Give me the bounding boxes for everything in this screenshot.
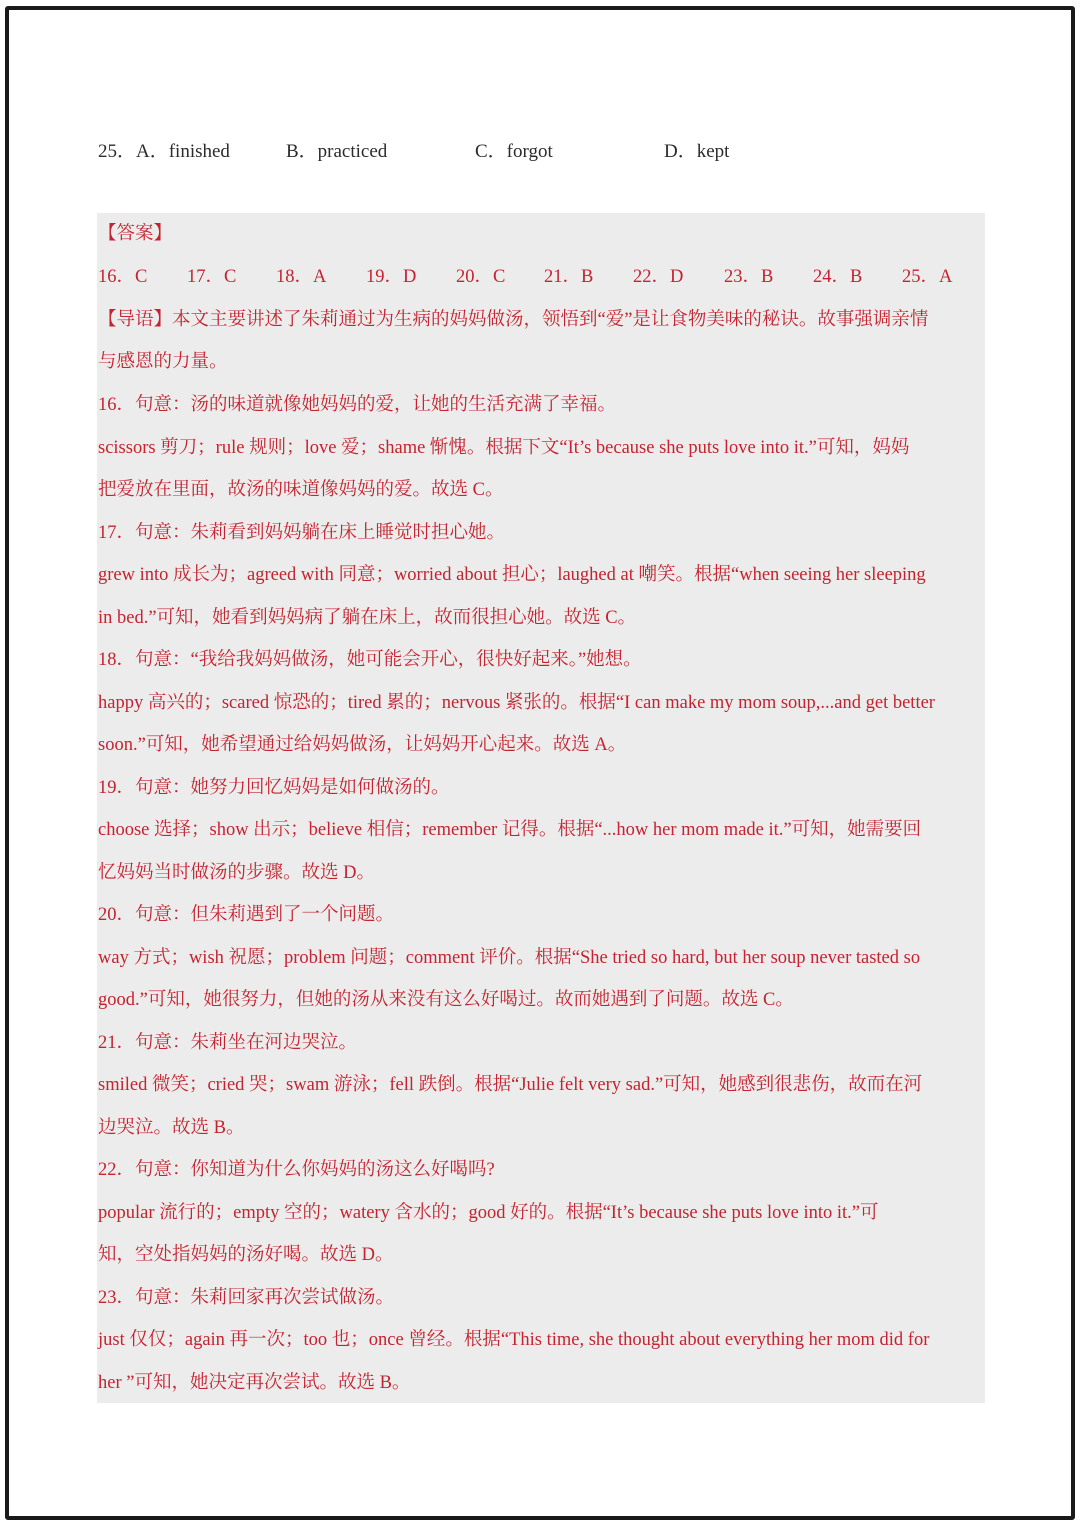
- explanation-20-body: good.”可知，她很努力，但她的汤从来没有这么好喝过。故而她遇到了问题。故选 C。: [98, 990, 794, 1010]
- answer-17: 17．C: [187, 267, 237, 287]
- answer-22: 22．D: [633, 267, 684, 287]
- explanation-19-body: choose 选择；show 出示；believe 相信；remember 记得。根据“...how her mom made it.”可知，她需要回: [98, 820, 922, 840]
- explanation-19-body: 忆妈妈当时做汤的步骤。故选 D。: [98, 863, 375, 883]
- answer-24: 24．B: [813, 267, 863, 287]
- answer-23: 23．B: [724, 267, 774, 287]
- explanation-18-body: happy 高兴的；scared 惊恐的；tired 累的；nervous 紧张的。根据“I can make my mom soup,...and get better: [98, 693, 935, 713]
- explanation-16-body: scissors 剪刀；rule 规则；love 爱；shame 惭愧。根据下文“It’s because she puts love into it.”可知，妈妈: [98, 438, 910, 458]
- answer-21: 21．B: [544, 267, 594, 287]
- answer-19: 19．D: [366, 267, 417, 287]
- explanation-20-title: 20．句意：但朱莉遇到了一个问题。: [98, 905, 395, 925]
- explanation-17-title: 17．句意：朱莉看到妈妈躺在床上睡觉时担心她。: [98, 523, 506, 543]
- explanation-22-body: 知，空处指妈妈的汤好喝。故选 D。: [98, 1245, 394, 1265]
- answer-16: 16．C: [98, 267, 148, 287]
- answer-18: 18．A: [276, 267, 327, 287]
- explanation-22-body: popular 流行的；empty 空的；watery 含水的；good 好的。根据“It’s because she puts love into it.”可: [98, 1203, 879, 1223]
- explanation-18-title: 18．句意：“我给我妈妈做汤，她可能会开心，很快好起来。”她想。: [98, 650, 642, 670]
- explanation-22-title: 22．句意：你知道为什么你妈妈的汤这么好喝吗?: [98, 1160, 495, 1180]
- explanation-23-body: just 仅仅；again 再一次；too 也；once 曾经。根据“This time, she thought about everything her mom did for: [98, 1330, 930, 1350]
- answer-25: 25．A: [902, 267, 953, 287]
- guide-text-line: 与感恩的力量。: [98, 352, 228, 372]
- explanation-23-title: 23．句意：朱莉回家再次尝试做汤。: [98, 1288, 395, 1308]
- option-c: C．forgot: [475, 141, 553, 162]
- explanation-21-body: 边哭泣。故选 B。: [98, 1118, 245, 1138]
- explanation-23-body: her ”可知，她决定再次尝试。故选 B。: [98, 1373, 411, 1393]
- explanation-19-title: 19．句意：她努力回忆妈妈是如何做汤的。: [98, 778, 450, 798]
- answer-key-row: [98, 262, 988, 292]
- guide-text-line: 【导语】本文主要讲述了朱莉通过为生病的妈妈做汤，领悟到“爱”是让食物美味的秘诀。故事强调亲情: [98, 310, 929, 330]
- explanation-21-title: 21．句意：朱莉坐在河边哭泣。: [98, 1033, 358, 1053]
- explanation-18-body: soon.”可知，她希望通过给妈妈做汤，让妈妈开心起来。故选 A。: [98, 735, 627, 755]
- explanation-20-body: way 方式；wish 祝愿；problem 问题；comment 评价。根据“She tried so hard, but her soup never tasted so: [98, 948, 921, 968]
- option-b: B．practiced: [286, 141, 388, 162]
- explanation-21-body: smiled 微笑；cried 哭；swam 游泳；fell 跌倒。根据“Julie felt very sad.”可知，她感到很悲伤，故而在河: [98, 1075, 923, 1095]
- option-a: 25．A．finished: [98, 141, 230, 162]
- explanation-16-title: 16．句意：汤的味道就像她妈妈的爱，让她的生活充满了幸福。: [98, 395, 617, 415]
- answer-20: 20．C: [456, 267, 506, 287]
- option-d: D．kept: [664, 141, 730, 162]
- explanation-17-body: in bed.”可知，她看到妈妈病了躺在床上，故而很担心她。故选 C。: [98, 608, 637, 628]
- explanation-16-body: 把爱放在里面，故汤的味道像妈妈的爱。故选 C。: [98, 480, 504, 500]
- explanation-17-body: grew into 成长为；agreed with 同意；worried about 担心；laughed at 嘲笑。根据“when seeing her sleeping: [98, 565, 926, 585]
- answer-header: 【答案】: [98, 224, 173, 244]
